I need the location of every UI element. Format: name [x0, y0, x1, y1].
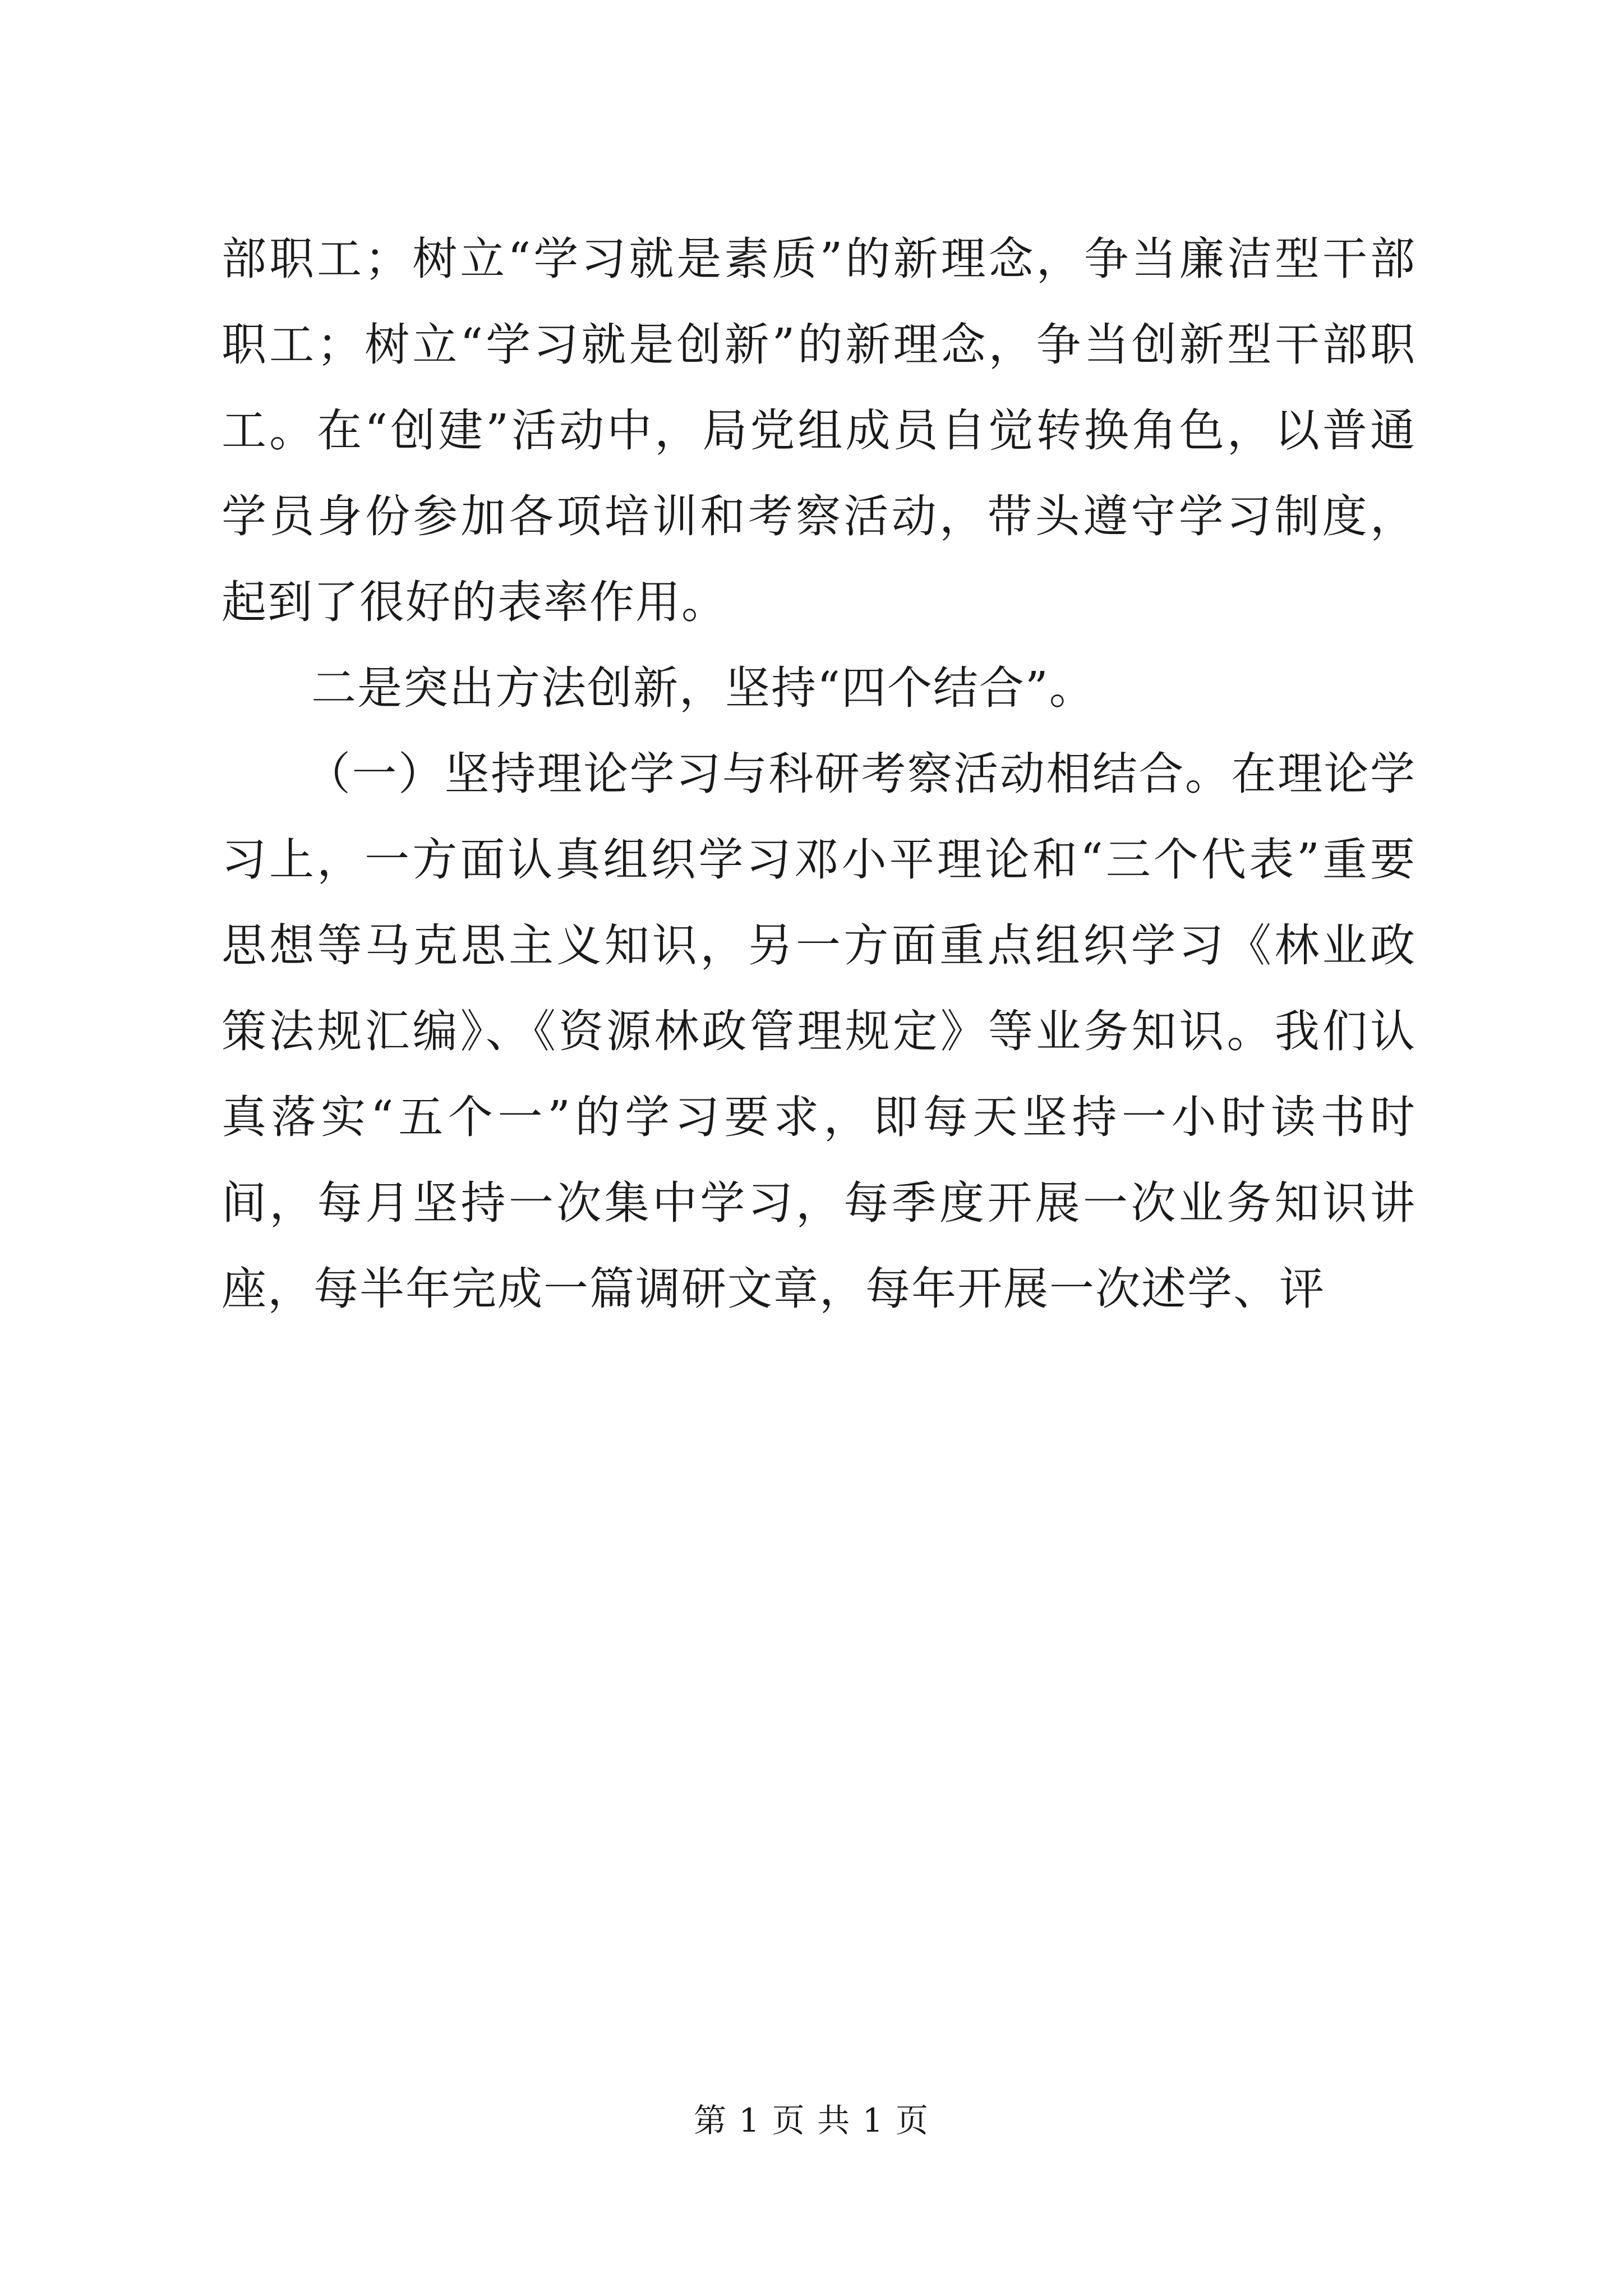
paragraph-1: 部职工；树立“学习就是素质”的新理念，争当廉洁型干部职工；树立“学习就是创新”的新理念，争当创新型干部职工。在“创建”活动中，局党组成员自觉转换角色，以普通学员身份参加各项培训和考察活动，带头遵守学习制度，起到了很好的表率作用。 — [222, 233, 1416, 628]
document-body — [222, 216, 1416, 1332]
paragraph-3: （一）坚持理论学习与科研考察活动相结合。在理论学习上，一方面认真组织学习邓小平理论和“三个代表”重要思想等马克思主义知识，另一方面重点组织学习《林业政策法规汇编》、《资源林政管理规定》等业务知识。我们认真落实“五个一”的学习要求，即每天坚持一小时读书时间，每月坚持一次集中学习，每季度开展一次业务知识讲座，每半年完成一篇调研文章，每年开展一次述学、评 — [222, 748, 1416, 1315]
page-footer: 第 1 页 共 1 页 — [694, 2101, 929, 2139]
paragraph-2: 二是突出方法创新，坚持“四个结合”。 — [311, 662, 1095, 714]
